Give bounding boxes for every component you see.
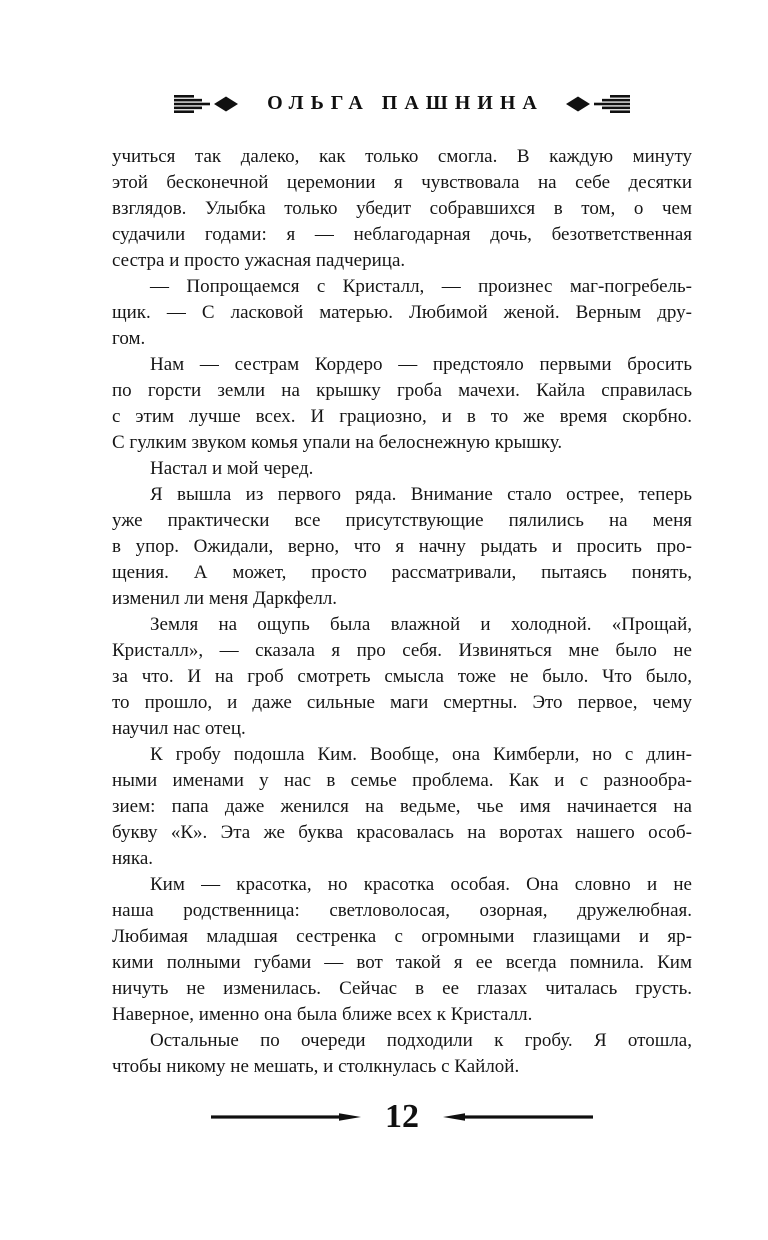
text-line: взглядов. Улыбка только убедит собравшихся в том, о чем <box>112 198 692 219</box>
text-line: чтобы никому не мешать, и столкнулась с Кайлой. <box>112 1056 520 1077</box>
paragraph <box>112 1028 692 1080</box>
text-line: Земля на ощупь была влажной и холодной. «Прощай, <box>150 614 692 635</box>
paragraph <box>112 144 692 274</box>
text-line: кими полными губами — вот такой я ее всегда помнила. Ким <box>112 952 692 973</box>
text-line: за что. И на гроб смотреть смысла тоже не было. Что было, <box>112 666 692 687</box>
paragraph <box>112 742 692 872</box>
text-line: то прошло, и даже сильные маги смертны. Это первое, чему <box>112 692 692 713</box>
text-line: изменил ли меня Даркфелл. <box>112 588 338 609</box>
text-line: няка. <box>112 848 154 869</box>
text-line: ничуть не изменилась. Сейчас в ее глазах читалась грусть. <box>112 978 692 999</box>
page-footer <box>112 1100 692 1134</box>
author-running-title: ОЛЬГА ПАШНИНА <box>267 92 544 114</box>
text-line: — Попрощаемся с Кристалл, — произнес маг-погребель- <box>150 276 692 297</box>
text-line: судачили годами: я — неблагодарная дочь, безответственная <box>112 224 692 245</box>
text-line: уже практически все присутствующие пялились на меня <box>112 510 692 531</box>
text-line: Ким — красотка, но красотка особая. Она словно и не <box>150 874 692 895</box>
text-line: Настал и мой черед. <box>150 458 314 479</box>
text-line: зием: папа даже женился на ведьме, чье имя начинается на <box>112 796 692 817</box>
text-line: научил нас отец. <box>112 718 246 739</box>
paragraph <box>112 456 692 482</box>
text-line: Нам — сестрам Кордеро — предстояло первыми бросить <box>150 354 692 375</box>
paragraph <box>112 482 692 612</box>
text-line: К гробу подошла Ким. Вообще, она Кимберли, но с длин- <box>150 744 692 765</box>
paragraph <box>112 352 692 456</box>
text-line: Кристалл», — сказала я про себя. Извиняться мне было не <box>112 640 692 661</box>
page-number: 12 <box>385 1098 419 1135</box>
text-line: Наверное, именно она была ближе всех к Кристалл. <box>112 1004 533 1025</box>
text-line: по горсти земли на крышку гроба мачехи. Кайла справилась <box>112 380 692 401</box>
page-header <box>112 92 692 115</box>
text-line: щения. А может, просто рассматривали, пытаясь понять, <box>112 562 692 583</box>
text-line: этой бесконечной церемонии я чувствовала на себе десятки <box>112 172 692 193</box>
footer-rule-right <box>443 1112 593 1122</box>
text-line: наша родственница: светловолосая, озорная, дружелюбная. <box>112 900 692 921</box>
text-line: Остальные по очереди подходили к гробу. Я отошла, <box>150 1030 692 1051</box>
paragraph <box>112 612 692 742</box>
header-ornament-right-icon <box>566 95 630 113</box>
text-line: гом. <box>112 328 146 349</box>
text-line: Любимая младшая сестренка с огромными глазищами и яр- <box>112 926 692 947</box>
paragraph <box>112 274 692 352</box>
text-line: Я вышла из первого ряда. Внимание стало острее, теперь <box>150 484 692 505</box>
page-body <box>112 144 692 1080</box>
footer-rule-left <box>211 1112 361 1122</box>
text-line: учиться так далеко, как только смогла. В каждую минуту <box>112 146 692 167</box>
text-line: букву «К». Эта же буква красовалась на воротах нашего особ- <box>112 822 692 843</box>
paragraph <box>112 872 692 1028</box>
text-line: в упор. Ожидали, верно, что я начну рыдать и просить про- <box>112 536 692 557</box>
text-line: с этим лучше всех. И грациозно, и в то же время скорбно. <box>112 406 692 427</box>
header-ornament-left-icon <box>174 95 238 113</box>
text-line: щик. — С ласковой матерью. Любимой женой. Верным дру- <box>112 302 692 323</box>
text-line: сестра и просто ужасная падчерица. <box>112 250 406 271</box>
text-line: С гулким звуком комья упали на белоснежную крышку. <box>112 432 563 453</box>
text-line: ными именами у нас в семье проблема. Как и с разнообра- <box>112 770 692 791</box>
